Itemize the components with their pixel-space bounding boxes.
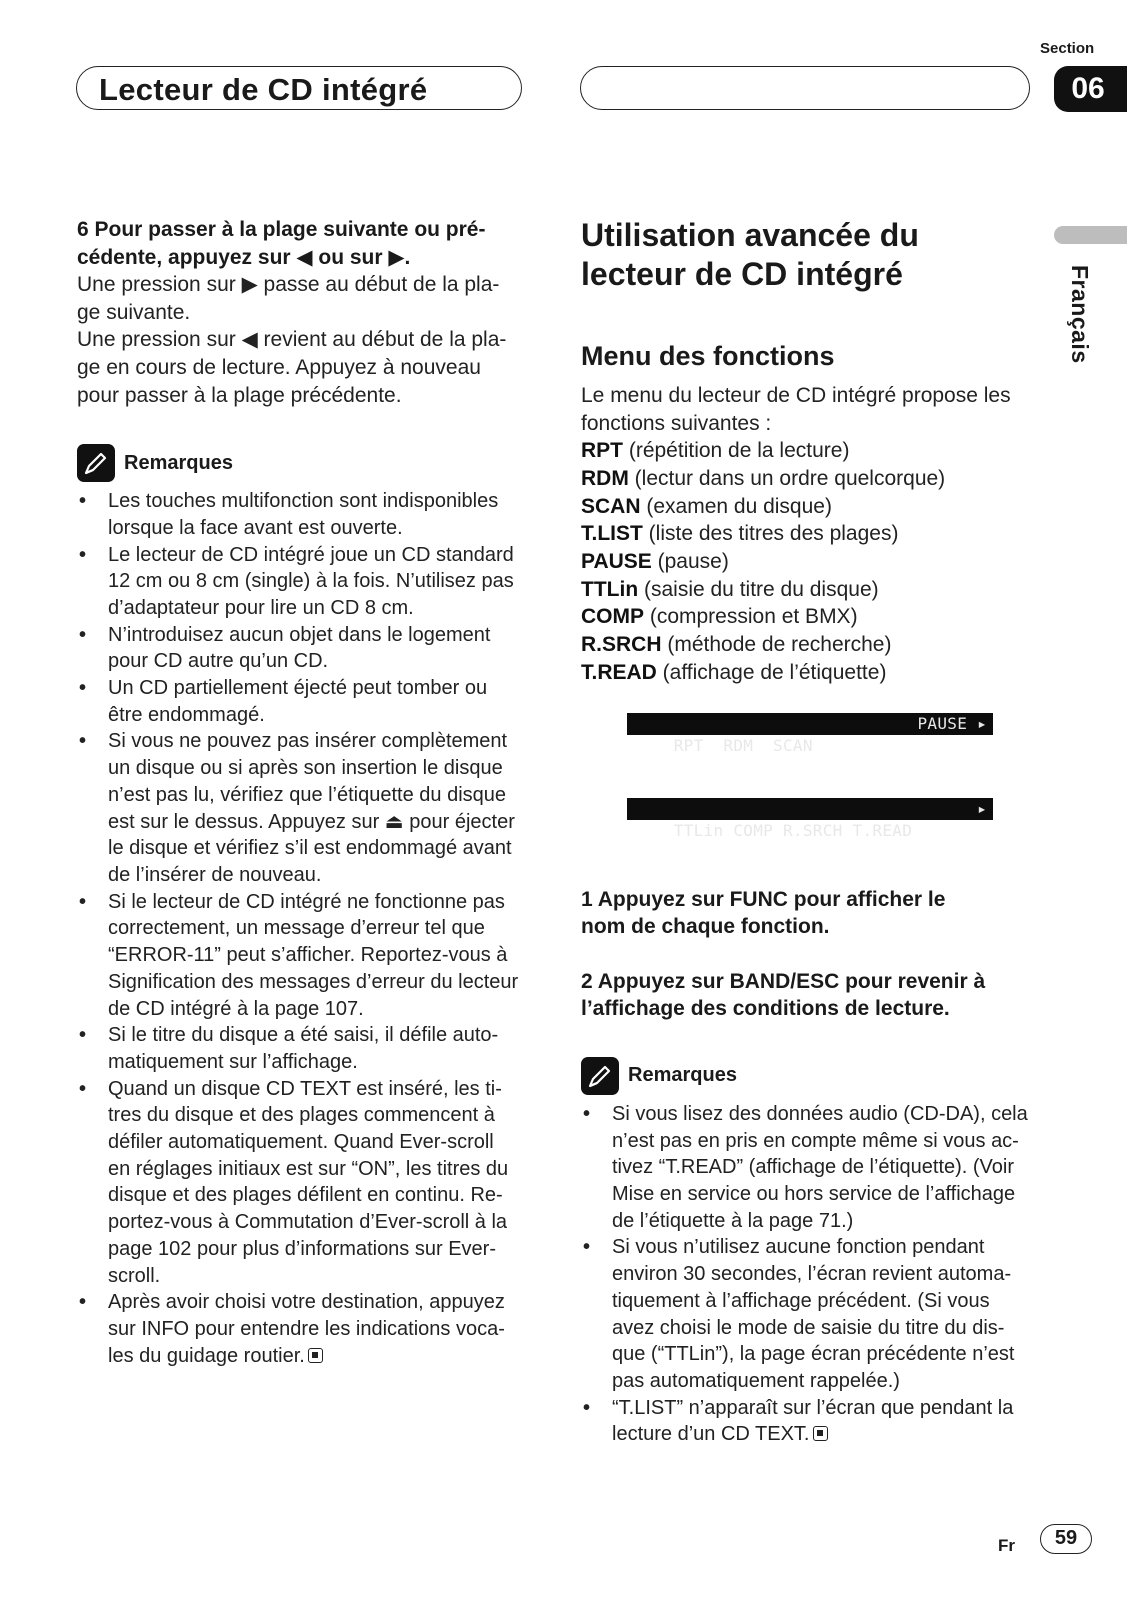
note-line: Si le titre du disque a été saisi, il défile auto-	[108, 1024, 499, 1047]
note-line: en réglages initiaux est sur “ON”, les titres du	[108, 1157, 509, 1180]
note-line: de l’insérer de nouveau.	[108, 864, 322, 886]
note-line: un disque ou si après son insertion le disque	[108, 757, 503, 780]
note-item	[77, 675, 532, 728]
lcd-text-left: RPT RDM SCAN	[673, 735, 813, 755]
function-key: R.SRCH	[581, 633, 662, 657]
note-item	[77, 889, 532, 1023]
function-item	[581, 493, 1043, 521]
function-item	[581, 520, 1043, 548]
lcd-display-2	[627, 798, 993, 840]
end-of-section-icon	[813, 1426, 828, 1441]
note-line: Les touches multifonction sont indisponibles	[108, 490, 499, 513]
note-line: Si le lecteur de CD intégré ne fonctionne pas	[108, 890, 505, 913]
note-item	[77, 1076, 532, 1290]
note-line: est sur le dessus. Appuyez sur ⏏ pour éjecter	[108, 810, 515, 833]
function-item	[581, 603, 1043, 631]
note-line: Si vous ne pouvez pas insérer complètement	[108, 730, 508, 753]
section-number: 06	[1054, 66, 1127, 112]
body-line: Une pression sur ◀ revient au début de la pla-	[77, 328, 507, 352]
note-line: scroll.	[108, 1264, 161, 1287]
function-item	[581, 465, 1043, 493]
function-item	[581, 576, 1043, 604]
function-key: T.LIST	[581, 522, 643, 546]
function-desc: (examen du disque)	[640, 494, 832, 518]
right-notes-list	[581, 1101, 1043, 1448]
function-key: TTLin	[581, 577, 639, 601]
chapter-title: Lecteur de CD intégré	[99, 72, 428, 107]
step-2: 2 Appuyez sur BAND/ESC pour revenir à l’affichage des conditions de lecture.	[581, 969, 986, 1021]
lcd-display-1	[627, 713, 993, 755]
section-heading: Utilisation avancée du lecteur de CD intégré	[581, 217, 919, 292]
pencil-note-icon	[581, 1057, 619, 1095]
function-item	[581, 437, 1043, 465]
function-item	[581, 631, 1043, 659]
note-item	[77, 1022, 532, 1075]
end-of-section-icon	[308, 1348, 323, 1363]
function-list	[581, 437, 1043, 686]
body-line: pour passer à la plage précédente.	[77, 383, 402, 407]
note-item	[581, 1234, 1043, 1394]
note-line: “T.LIST” n’apparaît sur l’écran que pendant la	[612, 1396, 1014, 1419]
pencil-note-icon	[77, 444, 115, 482]
step-6-title: 6 Pour passer à la plage suivante ou pré- cédente, appuyez sur ◀ ou sur ▶.	[77, 218, 486, 269]
language-tab-label: Français	[1067, 265, 1093, 364]
note-line: tres du disque et des plages commencent à	[108, 1104, 495, 1127]
note-line: Après avoir choisi votre destination, appuyez	[108, 1291, 505, 1314]
note-line: Quand un disque CD TEXT est inséré, les ti-	[108, 1077, 502, 1100]
function-item	[581, 659, 1043, 687]
note-item	[77, 542, 532, 622]
note-line: Si vous n’utilisez aucune fonction pendant	[612, 1236, 985, 1259]
function-key: RDM	[581, 466, 629, 490]
notes-header	[77, 444, 532, 482]
note-line: N’introduisez aucun objet dans le logement	[108, 623, 491, 646]
chapter-title-box	[76, 66, 522, 110]
note-line: lorsque la face avant est ouverte.	[108, 516, 403, 539]
function-desc: (compression et BMX)	[644, 605, 858, 629]
body-line: fonctions suivantes :	[581, 411, 772, 435]
note-line: tiquement à l’affichage précédent. (Si vous	[612, 1289, 990, 1312]
note-line: disque et des plages défilent en continu. Re-	[108, 1184, 503, 1207]
function-desc: (lectur dans un ordre quelcorque)	[628, 466, 946, 490]
note-line: pour CD autre qu’un CD.	[108, 650, 329, 673]
note-item	[77, 622, 532, 675]
note-line: portez-vous à Commutation d’Ever-scroll à la	[108, 1211, 508, 1234]
subsection-heading: Menu des fonctions	[581, 341, 835, 371]
notes-title: Remarques	[628, 1064, 737, 1087]
body-line: ge en cours de lecture. Appuyez à nouveau	[77, 355, 481, 379]
function-key: T.READ	[581, 660, 657, 684]
step-6-body	[77, 271, 532, 409]
note-item	[581, 1101, 1043, 1235]
note-line: que (“TTLin”), la page écran précédente n’est	[612, 1343, 1015, 1366]
note-line: avez choisi le mode de saisie du titre du dis-	[612, 1316, 1005, 1339]
lcd-text-right: PAUSE ▸	[917, 713, 987, 733]
note-line: Signification des messages d’erreur du lecteur	[108, 970, 519, 993]
function-key: RPT	[581, 439, 623, 463]
note-line: matiquement sur l’affichage.	[108, 1050, 358, 1073]
function-desc: (liste des titres des plages)	[642, 522, 899, 546]
note-line: pas automatiquement rappelée.)	[612, 1369, 900, 1392]
note-line: de CD intégré à la page 107.	[108, 997, 364, 1020]
left-notes-list	[77, 488, 532, 1369]
notes-title: Remarques	[124, 451, 233, 474]
intro-text	[581, 382, 1043, 437]
note-line: tivez “T.READ” (affichage de l’étiquette). (Voir	[612, 1156, 1015, 1179]
note-line: Un CD partiellement éjecté peut tomber ou	[108, 677, 488, 700]
left-column	[77, 216, 532, 1369]
note-line: les du guidage routier.	[108, 1344, 305, 1367]
body-line: Le menu du lecteur de CD intégré propose les	[581, 384, 1011, 407]
note-line: sur INFO pour entendre les indications voca-	[108, 1317, 505, 1340]
body-line: Une pression sur ▶ passe au début de la pla-	[77, 273, 500, 297]
function-key: SCAN	[581, 494, 641, 518]
note-line: lecture d’un CD TEXT.	[612, 1423, 810, 1446]
note-line: 12 cm ou 8 cm (single) à la fois. N’utilisez pas	[108, 570, 514, 593]
note-line: Le lecteur de CD intégré joue un CD standard	[108, 543, 514, 566]
footer-language: Fr	[998, 1536, 1015, 1555]
page-number: 59	[1040, 1524, 1092, 1554]
note-line: environ 30 secondes, l’écran revient automa-	[612, 1263, 1012, 1286]
note-item	[77, 728, 532, 888]
note-line: d’adaptateur pour lire un CD 8 cm.	[108, 596, 414, 619]
note-line: Mise en service ou hors service de l’affichage	[612, 1183, 1016, 1205]
function-desc: (pause)	[651, 550, 729, 573]
function-desc: (méthode de recherche)	[661, 633, 892, 657]
function-key: COMP	[581, 605, 644, 629]
note-line: Si vous lisez des données audio (CD-DA), cela	[612, 1102, 1028, 1125]
note-item	[77, 488, 532, 541]
note-line: le disque et vérifiez s’il est endommagé avant	[108, 837, 512, 860]
language-tab-bar	[1054, 226, 1127, 244]
note-item	[581, 1395, 1043, 1448]
note-line: correctement, un message d’erreur tel que	[108, 917, 485, 940]
note-line: n’est pas lu, vérifiez que l’étiquette du disque	[108, 783, 507, 806]
lcd-text-left: TTLin COMP R.SRCH T.READ	[673, 820, 913, 840]
body-line: ge suivante.	[77, 300, 191, 324]
function-item	[581, 548, 1043, 576]
notes-header	[581, 1057, 1043, 1095]
function-key: PAUSE	[581, 550, 652, 573]
right-column	[581, 216, 1043, 1448]
function-desc: (répétition de la lecture)	[623, 439, 850, 463]
note-item	[77, 1289, 532, 1369]
note-line: être endommagé.	[108, 703, 265, 726]
function-desc: (affichage de l’étiquette)	[656, 660, 887, 684]
lcd-text-right: ▸	[977, 798, 987, 818]
section-label: Section	[1040, 40, 1095, 57]
note-line: page 102 pour plus d’informations sur Ever-	[108, 1237, 496, 1260]
note-line: défiler automatiquement. Quand Ever-scroll	[108, 1131, 494, 1154]
function-desc: (saisie du titre du disque)	[638, 577, 879, 601]
note-line: “ERROR-11” peut s’afficher. Reportez-vous à	[108, 944, 508, 967]
note-line: de l’étiquette à la page 71.)	[612, 1209, 854, 1232]
step-1: 1 Appuyez sur FUNC pour afficher le nom de chaque fonction.	[581, 887, 946, 939]
note-line: n’est pas en pris en compte même si vous ac-	[612, 1129, 1019, 1152]
empty-header-box	[580, 66, 1030, 110]
